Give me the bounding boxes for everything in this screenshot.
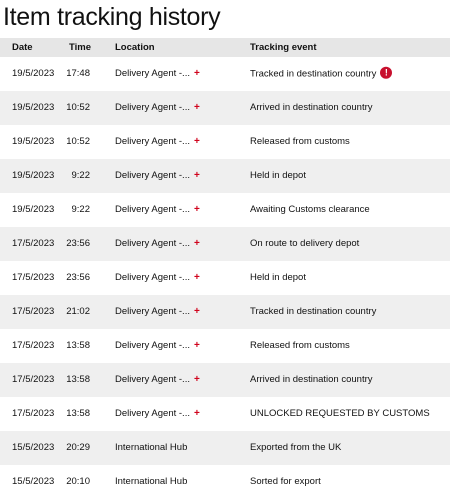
- row-time: 23:56: [66, 238, 90, 249]
- row-tracking-event: [250, 340, 350, 352]
- row-tracking-event-text: Held in depot: [250, 170, 306, 181]
- table-row: [0, 91, 450, 125]
- row-location-text: Delivery Agent -...: [115, 408, 190, 419]
- row-date: 17/5/2023: [12, 340, 55, 351]
- table-row: [0, 261, 450, 295]
- row-date: 17/5/2023: [12, 272, 55, 283]
- row-location: [115, 238, 200, 250]
- row-location-text: Delivery Agent -...: [115, 102, 190, 113]
- row-tracking-event-text: Sorted for export: [250, 475, 321, 487]
- row-date: 17/5/2023: [12, 238, 55, 249]
- row-time: 10:52: [66, 102, 90, 113]
- row-location: [115, 102, 200, 114]
- table-row: [0, 329, 450, 363]
- table-body: [0, 57, 450, 498]
- row-time: 21:02: [66, 306, 90, 317]
- row-tracking-event-text: UNLOCKED REQUESTED BY CUSTOMS: [250, 408, 430, 419]
- expand-plus-icon[interactable]: +: [193, 238, 200, 249]
- row-tracking-event: [250, 476, 321, 488]
- row-location-text: Delivery Agent -...: [115, 272, 190, 283]
- table-header: [0, 38, 450, 57]
- expand-plus-icon[interactable]: +: [193, 374, 200, 385]
- expand-plus-icon[interactable]: +: [193, 170, 200, 181]
- row-location: [115, 408, 200, 420]
- table-row: [0, 431, 450, 465]
- row-date: 15/5/2023: [12, 442, 55, 453]
- row-tracking-event: [250, 408, 430, 420]
- row-location: [115, 306, 200, 318]
- expand-plus-icon[interactable]: +: [193, 102, 200, 113]
- row-time: 9:22: [71, 170, 90, 181]
- table-row: [0, 125, 450, 159]
- row-tracking-event-text: Arrived in destination country: [250, 374, 373, 385]
- expand-plus-icon[interactable]: +: [193, 136, 200, 147]
- header-tracking-event: Tracking event: [250, 41, 317, 53]
- row-location: [115, 272, 200, 284]
- row-tracking-event: [250, 238, 359, 250]
- row-location: [115, 68, 200, 80]
- row-date: 17/5/2023: [12, 374, 55, 385]
- row-location: [115, 204, 200, 216]
- row-location: [115, 476, 187, 488]
- row-location-text: Delivery Agent -...: [115, 136, 190, 147]
- row-time: 23:56: [66, 272, 90, 283]
- expand-plus-icon[interactable]: +: [193, 272, 200, 283]
- row-location: [115, 374, 200, 386]
- header-time: Time: [69, 41, 92, 53]
- row-tracking-event-text: On route to delivery depot: [250, 238, 360, 249]
- row-tracking-event-text: Released from customs: [250, 340, 350, 351]
- row-location-text: Delivery Agent -...: [115, 374, 190, 385]
- tracking-history-table: [0, 38, 450, 498]
- table-row: [0, 295, 450, 329]
- row-time: 13:58: [66, 340, 90, 351]
- table-row: [0, 159, 450, 193]
- row-location-text: Delivery Agent -...: [115, 340, 190, 351]
- row-time: 13:58: [66, 374, 90, 385]
- row-time: 17:48: [66, 68, 90, 79]
- table-row: [0, 57, 450, 91]
- row-tracking-event: [250, 272, 306, 284]
- table-row: [0, 193, 450, 227]
- row-date: 15/5/2023: [12, 475, 55, 487]
- row-tracking-event: [250, 204, 370, 216]
- row-location-text: Delivery Agent -...: [115, 238, 190, 249]
- row-tracking-event: [250, 68, 392, 81]
- row-tracking-event: [250, 306, 376, 318]
- row-tracking-event: [250, 102, 373, 114]
- expand-plus-icon[interactable]: +: [193, 68, 200, 79]
- row-location-text: Delivery Agent -...: [115, 170, 190, 181]
- header-location: Location: [115, 41, 155, 53]
- row-tracking-event-text: Tracked in destination country: [250, 68, 377, 80]
- row-location: [115, 340, 200, 352]
- table-row: [0, 363, 450, 397]
- row-location-text: Delivery Agent -...: [115, 306, 190, 317]
- table-row: [0, 465, 450, 498]
- row-tracking-event-text: Arrived in destination country: [250, 102, 373, 113]
- row-location-text: Delivery Agent -...: [115, 68, 190, 79]
- row-date: 19/5/2023: [12, 136, 55, 147]
- row-time: 20:10: [66, 475, 90, 487]
- row-tracking-event: [250, 136, 350, 148]
- row-time: 20:29: [66, 442, 90, 453]
- expand-plus-icon[interactable]: +: [193, 408, 200, 419]
- row-tracking-event: [250, 170, 306, 182]
- row-tracking-event: [250, 374, 373, 386]
- row-tracking-event: [250, 442, 341, 454]
- expand-plus-icon[interactable]: +: [193, 204, 200, 215]
- row-location-text: International Hub: [115, 442, 188, 453]
- row-location: [115, 170, 200, 182]
- row-date: 19/5/2023: [12, 68, 55, 79]
- row-date: 19/5/2023: [12, 170, 55, 181]
- header-date: Date: [12, 41, 33, 53]
- row-time: 9:22: [71, 204, 90, 215]
- table-row: [0, 397, 450, 431]
- row-tracking-event-text: Held in depot: [250, 272, 306, 283]
- row-time: 10:52: [66, 136, 90, 147]
- row-tracking-event-text: Awaiting Customs clearance: [250, 204, 370, 215]
- row-tracking-event-text: Tracked in destination country: [250, 306, 377, 317]
- expand-plus-icon[interactable]: +: [193, 340, 200, 351]
- row-location: [115, 136, 200, 148]
- alert-info-icon[interactable]: !: [380, 67, 392, 79]
- row-location: [115, 442, 187, 454]
- expand-plus-icon[interactable]: +: [193, 306, 200, 317]
- page-title: Item tracking history: [3, 3, 221, 31]
- row-date: 19/5/2023: [12, 204, 55, 215]
- row-date: 19/5/2023: [12, 102, 55, 113]
- row-date: 17/5/2023: [12, 306, 55, 317]
- row-time: 13:58: [66, 408, 90, 419]
- table-row: [0, 227, 450, 261]
- row-location-text: Delivery Agent -...: [115, 204, 190, 215]
- row-date: 17/5/2023: [12, 408, 55, 419]
- row-tracking-event-text: Exported from the UK: [250, 442, 342, 453]
- row-location-text: International Hub: [115, 475, 188, 487]
- row-tracking-event-text: Released from customs: [250, 136, 350, 147]
